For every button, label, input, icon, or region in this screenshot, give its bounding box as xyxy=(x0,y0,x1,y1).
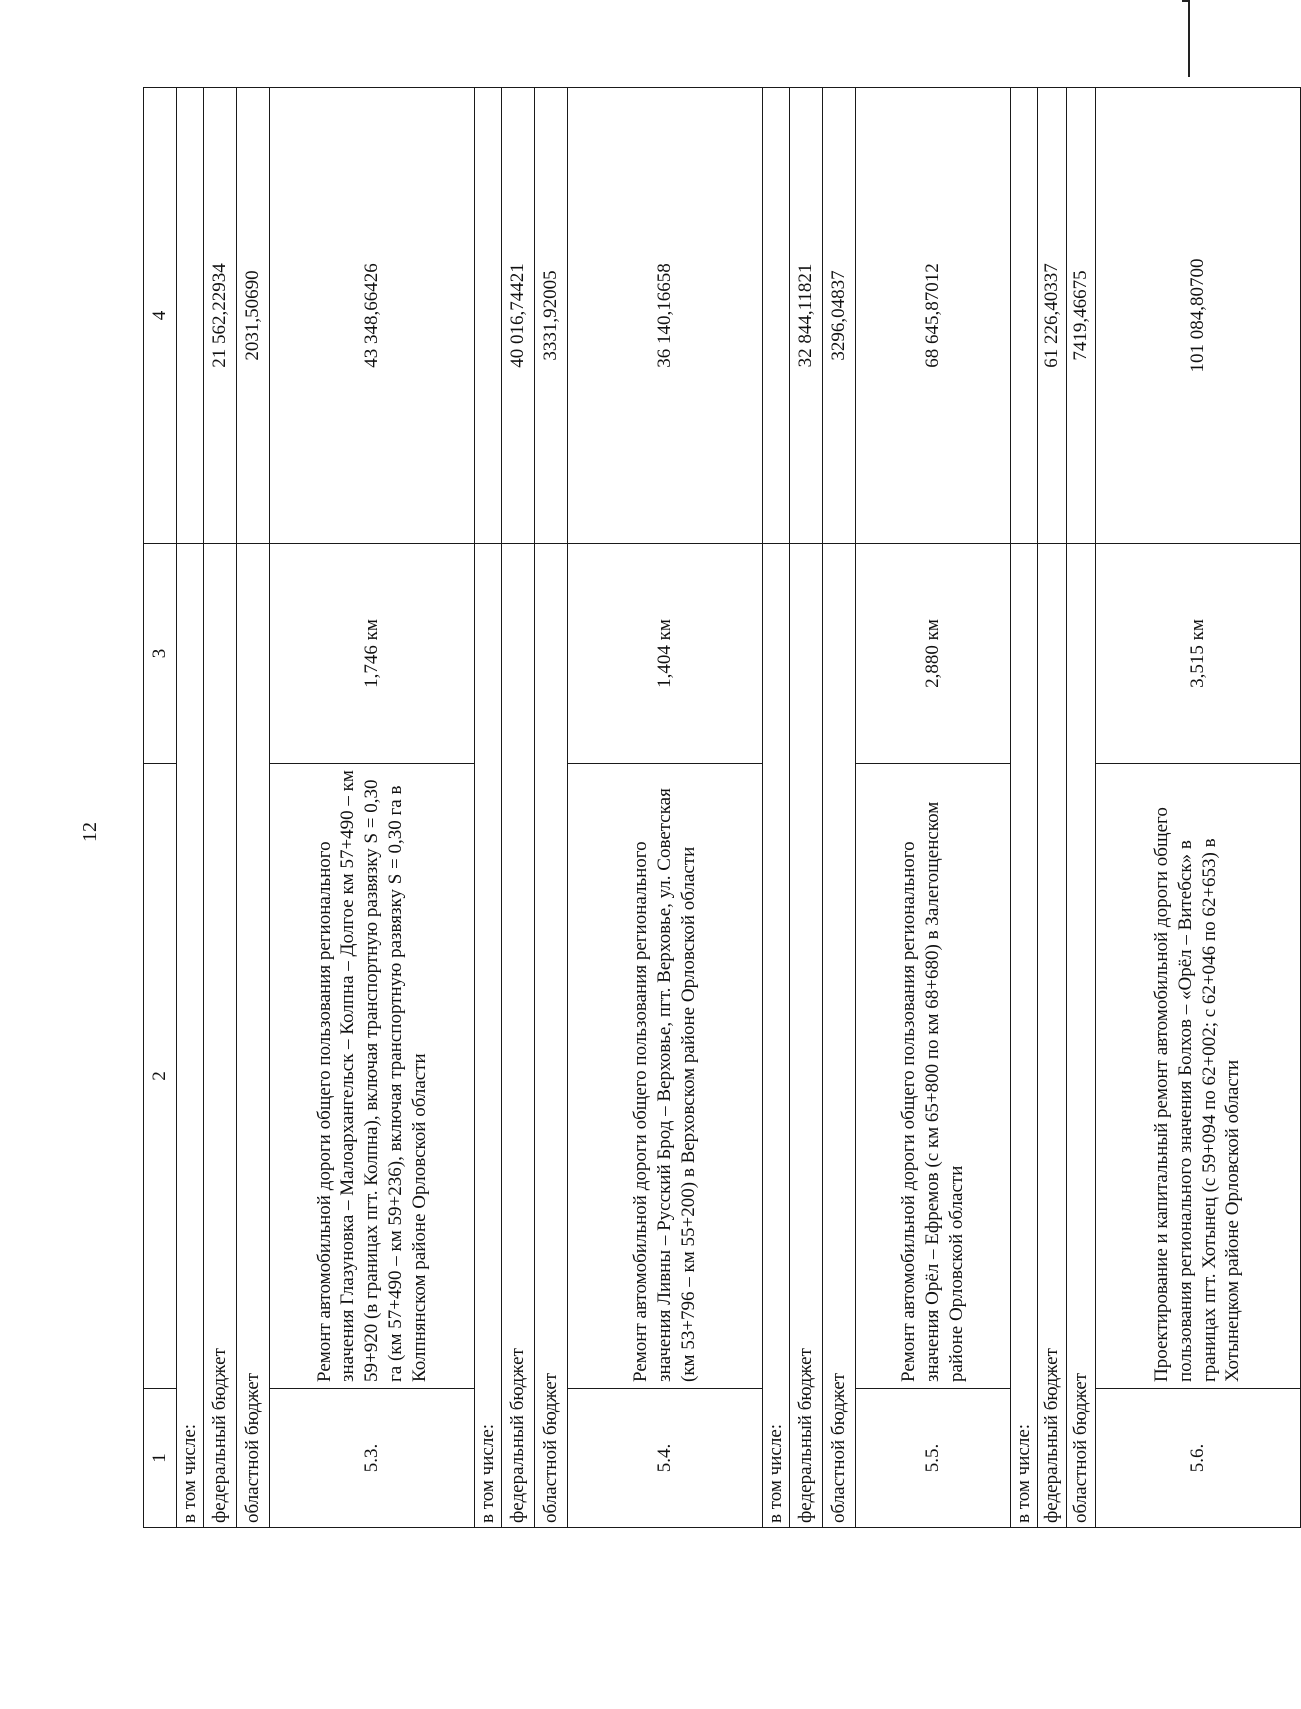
table-row xyxy=(177,88,204,1528)
row-value: 21 562,22934 xyxy=(204,88,237,544)
row-label: областной бюджет xyxy=(823,544,856,1528)
row-label: федеральный бюджет xyxy=(790,544,823,1528)
row-label: федеральный бюджет xyxy=(204,544,237,1528)
table-row xyxy=(568,88,763,1528)
table-header-row xyxy=(144,88,177,1528)
row-label: федеральный бюджет xyxy=(1038,544,1067,1528)
rotated-table-container xyxy=(143,88,1244,1528)
row-length: 3,515 км xyxy=(1095,544,1300,764)
row-length: 2,880 км xyxy=(856,544,1011,764)
row-description: Ремонт автомобильной дороги общего пользования регионального значения Ливны – Русский Брод – Верховье, пгт. Верховье, ул. Советская (км 53+796 – км 55+200) в Верховском районе Орловской области xyxy=(568,764,763,1389)
row-label: областной бюджет xyxy=(1066,544,1095,1528)
table-row xyxy=(237,88,270,1528)
row-number: 5.5. xyxy=(856,1389,1011,1528)
header-col-3: 3 xyxy=(144,544,177,764)
row-label: областной бюджет xyxy=(535,544,568,1528)
row-description: Проектирование и капитальный ремонт автомобильной дороги общего пользования регионального значения Болхов – «Орёл – Витебск» в границах пгт. Хотынец (с 59+094 по 62+002; с 62+046 по 62+653) в Хотынецком районе Орловской области xyxy=(1095,764,1300,1389)
row-value xyxy=(475,88,502,544)
table-row xyxy=(1038,88,1067,1528)
row-value: 43 348,66426 xyxy=(270,88,475,544)
table-row xyxy=(823,88,856,1528)
row-value: 61 226,40337 xyxy=(1038,88,1067,544)
header-col-4: 4 xyxy=(144,88,177,544)
row-value: 3331,92005 xyxy=(535,88,568,544)
page-edge-mark xyxy=(1182,0,1190,77)
table-row xyxy=(763,88,790,1528)
row-label: в том числе: xyxy=(763,544,790,1528)
table-row xyxy=(502,88,535,1528)
table-row xyxy=(204,88,237,1528)
table-row xyxy=(1066,88,1095,1528)
row-label: в том числе: xyxy=(177,544,204,1528)
header-col-1: 1 xyxy=(144,1389,177,1528)
row-value: 36 140,16658 xyxy=(568,88,763,544)
table-row xyxy=(856,88,1011,1528)
row-value: 68 645,87012 xyxy=(856,88,1011,544)
row-label: областной бюджет xyxy=(237,544,270,1528)
row-number: 5.6. xyxy=(1095,1389,1300,1528)
table-row xyxy=(1095,88,1300,1528)
row-number: 5.4. xyxy=(568,1389,763,1528)
row-label: федеральный бюджет xyxy=(502,544,535,1528)
table-row xyxy=(475,88,502,1528)
row-value: 2031,50690 xyxy=(237,88,270,544)
row-length: 1,404 км xyxy=(568,544,763,764)
row-label: в том числе: xyxy=(1011,544,1038,1528)
row-value: 7419,46675 xyxy=(1066,88,1095,544)
page-number: 12 xyxy=(79,822,101,842)
row-value xyxy=(177,88,204,544)
table-row xyxy=(1011,88,1038,1528)
table-row xyxy=(790,88,823,1528)
row-label: в том числе: xyxy=(475,544,502,1528)
row-value xyxy=(1011,88,1038,544)
row-value: 3296,04837 xyxy=(823,88,856,544)
table-row xyxy=(270,88,475,1528)
row-value xyxy=(763,88,790,544)
row-value: 40 016,74421 xyxy=(502,88,535,544)
row-value: 32 844,11821 xyxy=(790,88,823,544)
row-value: 101 084,80700 xyxy=(1095,88,1300,544)
header-col-2: 2 xyxy=(144,764,177,1389)
row-description: Ремонт автомобильной дороги общего пользования регионального значения Орёл – Ефремов (с км 65+800 по км 68+680) в Залегощенском районе Орловской области xyxy=(856,764,1011,1389)
row-number: 5.3. xyxy=(270,1389,475,1528)
row-length: 1,746 км xyxy=(270,544,475,764)
budget-table xyxy=(143,87,1301,1528)
row-description: Ремонт автомобильной дороги общего пользования регионального значения Глазуновка – Малоархангельск – Колпна – Долгое км 57+490 – км 59+920 (в границах пгт. Колпна), включая транспортную развязку S = 0,30 га (км 57+490 – км 59+236), включая транспортную развязку S = 0,30 га в Колпнянском районе Орловской области xyxy=(270,764,475,1389)
table-row xyxy=(535,88,568,1528)
